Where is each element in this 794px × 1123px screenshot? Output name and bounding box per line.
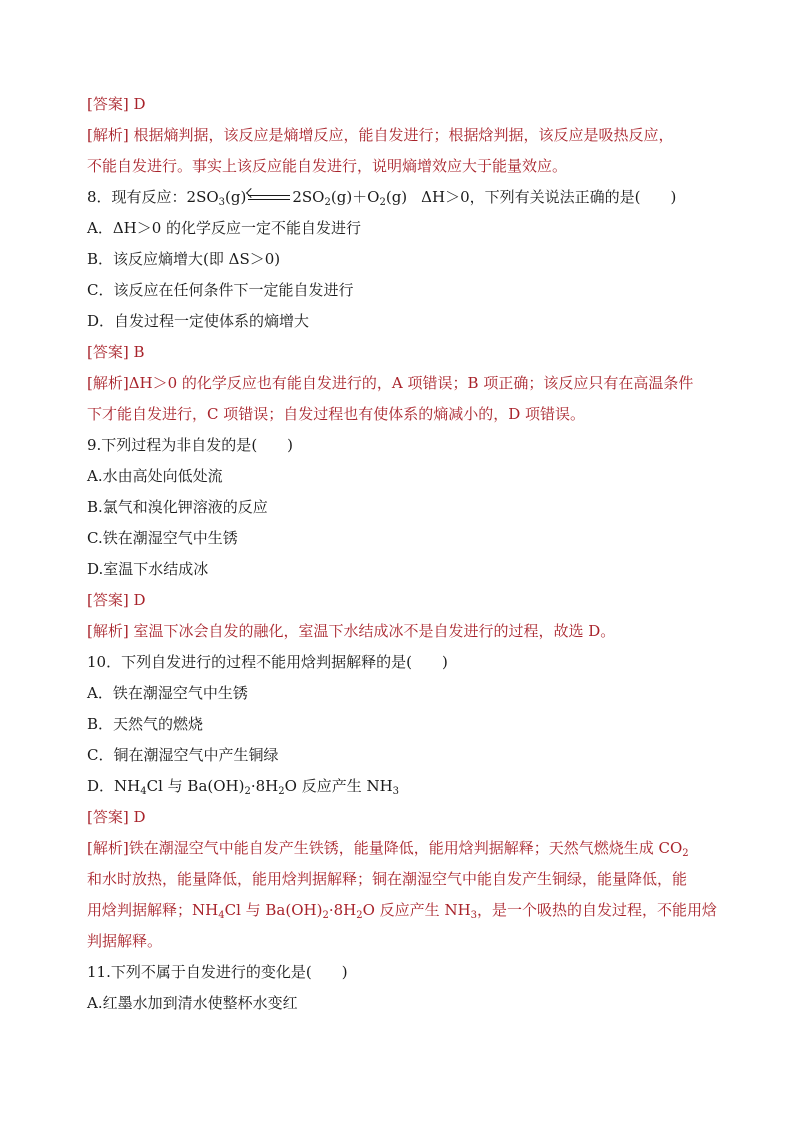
exp10c-text-e: ，是一个吸热的自发过程，不能用焓	[477, 901, 718, 919]
subscript: 2	[356, 910, 363, 921]
explanation-8-line2: 下才能自发进行，C 项错误；自发过程也有使体系的熵减小的，D 项错误。	[87, 405, 586, 423]
subscript: 3	[392, 786, 400, 797]
question-10-option-a: A．铁在潮湿空气中生锈	[87, 684, 248, 702]
subscript: 4	[218, 910, 225, 921]
exp10c-text-d: O 反应产生 NH	[362, 901, 471, 919]
subscript: 2	[682, 848, 689, 859]
question-8-option-c: C．该反应在任何条件下一定能自发进行	[87, 281, 354, 299]
q8-text-a: 8．现有反应：2SO	[87, 188, 219, 206]
equilibrium-arrow-icon	[248, 193, 290, 203]
question-9-option-b: B.氯气和溴化钾溶液的反应	[87, 498, 268, 516]
question-9: 9.下列过程为非自发的是( )	[87, 436, 294, 454]
question-11-option-a: A.红墨水加到清水使整杯水变红	[87, 994, 298, 1012]
question-9-option-a: A.水由高处向低处流	[87, 467, 223, 485]
question-8-option-a: A．ΔH＞0 的化学反应一定不能自发进行	[87, 219, 362, 237]
exp10c-text-c: ·8H	[328, 901, 357, 919]
question-10: 10．下列自发进行的过程不能用焓判据解释的是( )	[87, 653, 448, 671]
explanation-10-line1	[87, 833, 727, 864]
q8-text-c: 2SO	[292, 188, 325, 206]
question-10-option-b: B．天然气的燃烧	[87, 715, 204, 733]
answer-10: [答案] D	[87, 808, 146, 826]
q8-text-e: (g)	[385, 188, 408, 206]
question-8-option-d: D．自发过程一定使体系的熵增大	[87, 312, 310, 330]
q10d-text-a: D．NH	[87, 777, 141, 795]
subscript: 2	[244, 786, 251, 797]
q10d-text-b: Cl 与 Ba(OH)	[146, 777, 245, 795]
question-11: 11.下列不属于自发进行的变化是( )	[87, 963, 348, 981]
explanation-10-line4: 判据解释。	[87, 932, 163, 950]
subscript: 2	[278, 786, 285, 797]
exp10c-text-a: 用焓判据解释；NH	[87, 901, 219, 919]
subscript: 3	[470, 910, 478, 921]
q8-text-b: (g)	[225, 188, 247, 206]
question-8-option-b: B．该反应熵增大(即 ΔS＞0)	[87, 250, 281, 268]
question-9-option-d: D.室温下水结成冰	[87, 560, 209, 578]
subscript: 2	[324, 197, 331, 208]
q10d-text-d: O 反应产生 NH	[284, 777, 393, 795]
explanation-7-line2: 不能自发进行。事实上该反应能自发进行，说明熵增效应大于能量效应。	[87, 157, 568, 175]
exp10c-text-b: Cl 与 Ba(OH)	[224, 901, 323, 919]
explanation-10-line3	[87, 895, 727, 926]
q8-text-d: (g)＋O	[330, 188, 380, 206]
question-10-option-c: C．铜在潮湿空气中产生铜绿	[87, 746, 279, 764]
answer-8: [答案] B	[87, 343, 145, 361]
question-8	[87, 182, 727, 213]
question-10-option-d	[87, 771, 727, 802]
explanation-10-line2: 和水时放热，能量降低，能用焓判据解释；铜在潮湿空气中能自发产生铜绿，能量降低，能	[87, 870, 688, 888]
subscript: 3	[218, 197, 226, 208]
q8-text-f: ΔH＞0，下列有关说法正确的是( )	[421, 188, 677, 206]
subscript: 4	[140, 786, 147, 797]
subscript: 2	[379, 197, 386, 208]
explanation-8-line1: [解析]ΔH＞0 的化学反应也有能自发进行的，A 项错误；B 项正确；该反应只有在高温条件	[87, 374, 694, 392]
document-content	[87, 89, 727, 1019]
explanation-7-line1: [解析] 根据熵判据，该反应是熵增反应，能自发进行；根据焓判据，该反应是吸热反应，	[87, 126, 674, 144]
answer-7: [答案] D	[87, 95, 146, 113]
answer-9: [答案] D	[87, 591, 146, 609]
q10d-text-c: ·8H	[250, 777, 279, 795]
question-9-option-c: C.铁在潮湿空气中生锈	[87, 529, 238, 547]
exp10-text-a: [解析]铁在潮湿空气中能自发产生铁锈，能量降低，能用焓判据解释；天然气燃烧生成 CO	[87, 839, 683, 857]
explanation-9: [解析] 室温下冰会自发的融化，室温下水结成冰不是自发进行的过程，故选 D。	[87, 622, 616, 640]
subscript: 2	[322, 910, 329, 921]
